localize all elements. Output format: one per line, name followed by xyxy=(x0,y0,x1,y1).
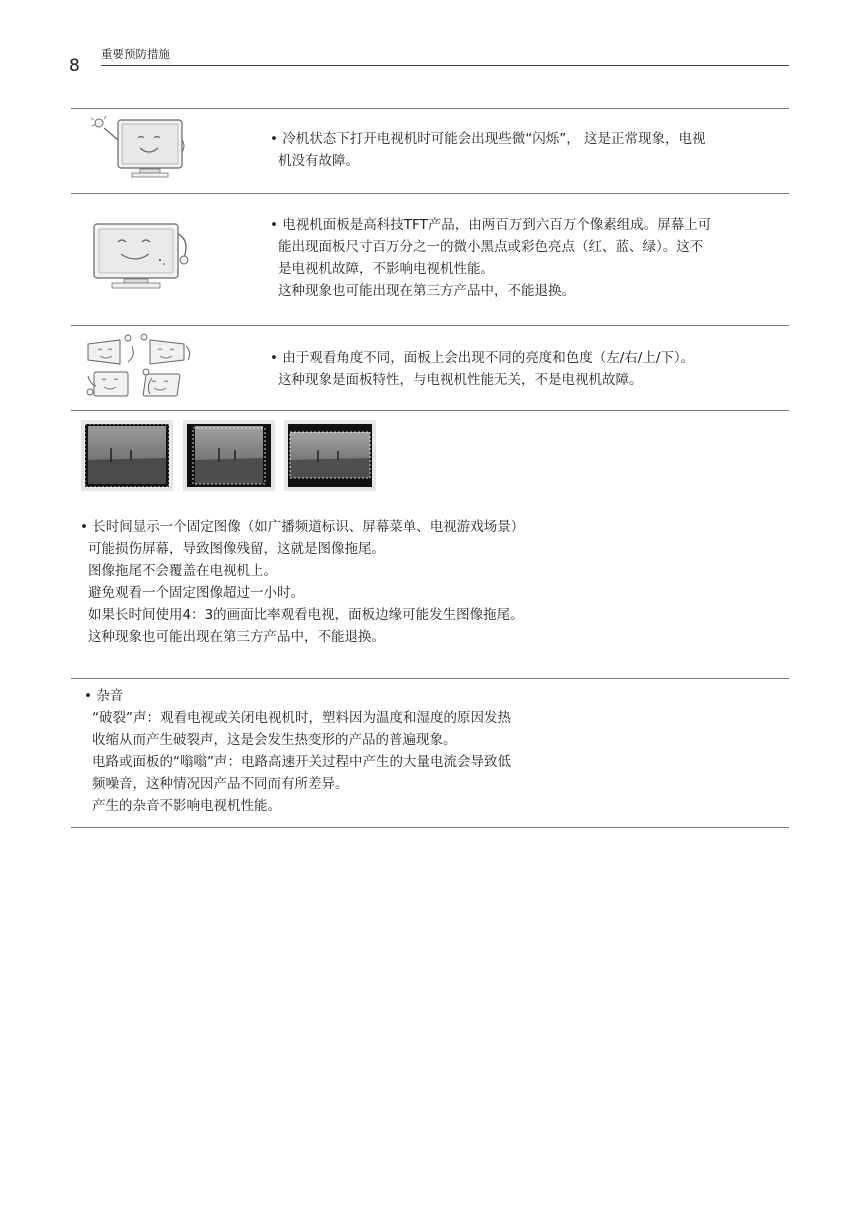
section-divider xyxy=(71,193,789,194)
section-divider xyxy=(71,410,789,411)
header-title: 重要预防措施 xyxy=(101,47,170,61)
section-5-text xyxy=(84,685,511,817)
section-3-line: • 由于观看角度不同，面板上会出现不同的亮度和色度（左/右/上/下）。 xyxy=(270,350,695,366)
section-3-text xyxy=(270,347,694,391)
image-sticking-photo xyxy=(81,420,173,491)
section-2-line: 这种现象也可能出现在第三方产品中，不能退换。 xyxy=(278,283,575,299)
section-divider xyxy=(71,678,789,679)
page-number: 8 xyxy=(69,56,80,76)
section-4-text xyxy=(80,516,524,648)
section-2-line: 能出现面板尺寸百万分之一的微小黑点或彩色亮点（红、蓝、绿）。这不 xyxy=(278,239,704,255)
section-5-line: 收缩从而产生破裂声，这是会发生热变形的产品的普遍现象。 xyxy=(92,732,457,748)
section-5-line: “破裂”声：观看电视或关闭电视机时，塑料因为温度和湿度的原因发热 xyxy=(92,710,511,726)
section-5-line: 频噪音，这种情况因产品不同而有所差异。 xyxy=(92,776,349,792)
section-4-line: • 长时间显示一个固定图像（如广播频道标识、屏幕菜单、电视游戏场景） xyxy=(80,519,525,535)
section-2-text xyxy=(270,214,711,302)
section-5-line: 产生的杂音不影响电视机性能。 xyxy=(92,798,281,814)
section-1-line: • 冷机状态下打开电视机时可能会出现些微“闪烁”， 这是正常现象，电视 xyxy=(270,131,706,147)
section-2-line: 是电视机故障，不影响电视机性能。 xyxy=(278,261,494,277)
section-divider xyxy=(71,325,789,326)
tv-viewing-angles-icon xyxy=(84,332,198,404)
section-divider xyxy=(71,827,789,828)
section-5-line: • 杂音 xyxy=(84,688,124,704)
header-rule xyxy=(101,65,789,66)
section-4-line: 如果长时间使用4：3的画面比率观看电视，面板边缘可能发生图像拖尾。 xyxy=(88,607,524,623)
section-2-line: • 电视机面板是高科技TFT产品，由两百万到六百万个像素组成。屏幕上可 xyxy=(270,217,712,233)
tv-panel-dots-icon xyxy=(90,220,196,292)
section-divider xyxy=(71,108,789,109)
image-sticking-photo xyxy=(284,420,376,491)
section-1-text xyxy=(270,128,706,172)
section-1-line: 机没有故障。 xyxy=(278,153,359,169)
section-4-line: 图像拖尾不会覆盖在电视机上。 xyxy=(88,563,277,579)
image-sticking-photo xyxy=(183,420,275,491)
section-4-line: 这种现象也可能出现在第三方产品中，不能退换。 xyxy=(88,629,385,645)
section-3-line: 这种现象是面板特性，与电视机性能无关，不是电视机故障。 xyxy=(278,372,643,388)
tv-greeting-icon xyxy=(82,112,186,182)
section-4-line: 可能损伤屏幕，导致图像残留，这就是图像拖尾。 xyxy=(88,541,385,557)
section-4-line: 避免观看一个固定图像超过一小时。 xyxy=(88,585,304,601)
section-5-line: 电路或面板的“嗡嗡”声：电路高速开关过程中产生的大量电流会导致低 xyxy=(92,754,511,770)
